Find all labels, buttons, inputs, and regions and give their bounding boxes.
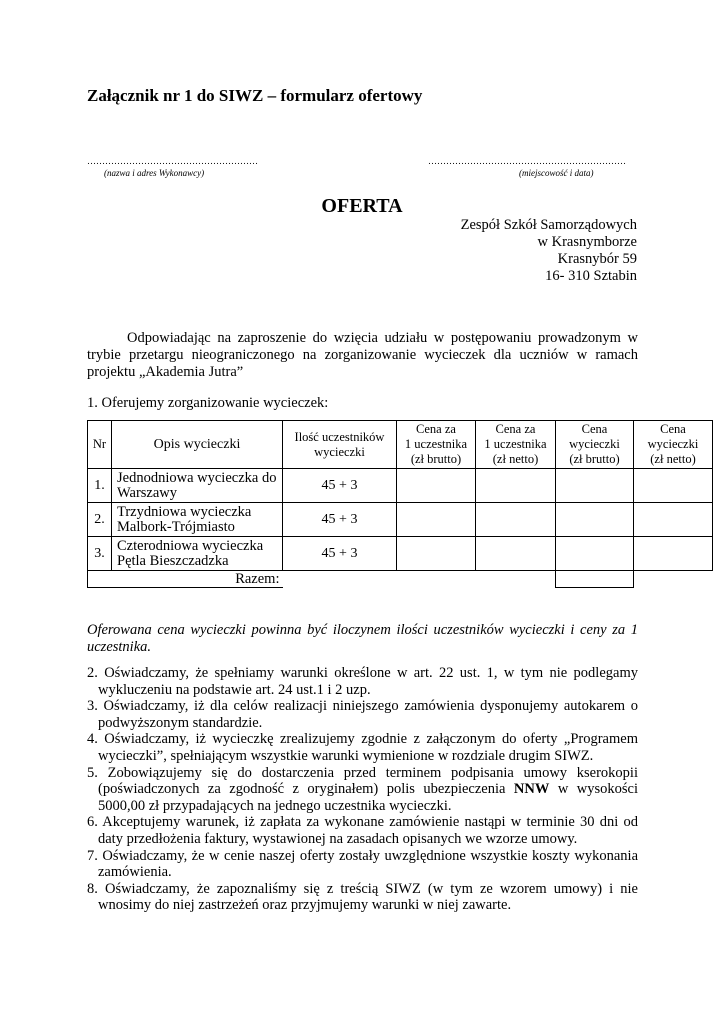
table-row bbox=[88, 537, 713, 571]
recipient-line-1: Zespół Szkół Samorządowych bbox=[460, 217, 637, 233]
row-price-cell[interactable] bbox=[397, 537, 476, 571]
declaration-7: 7. Oświadczamy, że w cenie naszej oferty zostały uwzględnione wszystkie koszty wykonania zamówienia. bbox=[87, 847, 638, 881]
row-price-cell[interactable] bbox=[397, 503, 476, 537]
recipient-line-4: 16- 310 Sztabin bbox=[545, 268, 637, 284]
row-price-cell[interactable] bbox=[476, 503, 556, 537]
nnw-bold: NNW bbox=[513, 781, 550, 798]
row-price-cell[interactable] bbox=[634, 503, 713, 537]
header-price-per-person-net: Cena za 1 uczestnika (zł netto) bbox=[476, 421, 556, 469]
point-1: 1. Oferujemy zorganizowanie wycieczek: bbox=[87, 395, 329, 411]
total-empty bbox=[634, 571, 713, 588]
row-opis: Jednodniowa wycieczka do Warszawy bbox=[112, 469, 283, 503]
table-row bbox=[88, 469, 713, 503]
table-row bbox=[88, 503, 713, 537]
total-empty-nr bbox=[88, 571, 112, 588]
row-price-cell[interactable] bbox=[556, 469, 634, 503]
row-price-cell[interactable] bbox=[634, 537, 713, 571]
row-nr: 2. bbox=[88, 503, 112, 537]
total-label: Razem: bbox=[112, 571, 283, 588]
declaration-4: 4. Oświadczamy, iż wycieczkę zrealizujemy zgodnie z załączonym do oferty „Programem wycieczki”, spełniającym wszystkie warunki wymienione w rozdziale drugim SIWZ. bbox=[87, 731, 638, 764]
row-nr: 3. bbox=[88, 537, 112, 571]
declaration-6: 6. Akceptujemy warunek, iż zapłata za wykonane zamówienie nastąpi w terminie 30 dni od daty przedłożenia faktury, wystawionej na zasadach opisanych we wzorze umowy. bbox=[87, 814, 638, 847]
header-price-per-person-gross: Cena za 1 uczestnika (zł brutto) bbox=[397, 421, 476, 469]
total-empty bbox=[397, 571, 476, 588]
declaration-8: 8. Oświadczamy, że zapoznaliśmy się z treścią SIWZ (w tym ze wzorem umowy) i nie wnosimy do niej zastrzeżeń oraz przyjmujemy warunki w niej zawarte. bbox=[87, 880, 638, 914]
row-price-cell[interactable] bbox=[556, 537, 634, 571]
place-date-line: ………………………………………………………… bbox=[428, 156, 626, 166]
total-gross-cell[interactable] bbox=[556, 571, 634, 588]
header-trip-price-net: Cena wycieczki (zł netto) bbox=[634, 421, 713, 469]
declaration-2: 2. Oświadczamy, że spełniamy warunki określone w art. 22 ust. 1, w tym nie podlegamy wykluczeniu na podstawie art. 24 ust.1 i 2 uzp. bbox=[87, 665, 638, 698]
row-opis: Czterodniowa wycieczka Pętla Bieszczadzka bbox=[112, 537, 283, 571]
declarations-list bbox=[87, 665, 638, 914]
row-opis: Trzydniowa wycieczka Malbork-Trójmiasto bbox=[112, 503, 283, 537]
document-heading: Załącznik nr 1 do SIWZ – formularz ofertowy bbox=[87, 86, 423, 105]
row-price-cell[interactable] bbox=[476, 469, 556, 503]
recipient-address bbox=[461, 217, 637, 285]
total-row bbox=[88, 571, 713, 588]
row-price-cell[interactable] bbox=[556, 503, 634, 537]
place-date-caption: (miejscowość i data) bbox=[519, 168, 594, 178]
header-ilosc: Ilość uczestników wycieczki bbox=[283, 421, 397, 469]
row-price-cell[interactable] bbox=[634, 469, 713, 503]
header-nr: Nr bbox=[88, 421, 112, 469]
table-header-row bbox=[88, 421, 713, 469]
row-price-cell[interactable] bbox=[397, 469, 476, 503]
offer-title: OFERTA bbox=[321, 195, 403, 217]
header-trip-price-gross: Cena wycieczki (zł brutto) bbox=[556, 421, 634, 469]
total-empty bbox=[283, 571, 397, 588]
declaration-5: 5. Zobowiązujemy się do dostarczenia przed terminem podpisania umowy kserokopii (poświadczonych za zgodność z oryginałem) polis ubezpieczenia NNW w wysokości 5000,00 zł przypadających na jednego uczestnika wycieczki. bbox=[87, 764, 638, 814]
recipient-line-2: w Krasnymborze bbox=[537, 234, 637, 250]
header-opis: Opis wycieczki bbox=[112, 421, 283, 469]
intro-paragraph: Odpowiadając na zaproszenie do wzięcia udziału w postępowaniu prowadzonym w trybie przetargu nieograniczonego na zorganizowanie wycieczek dla uczniów w ramach projektu „Akademia Jutra” bbox=[87, 330, 638, 380]
row-ilosc: 45 + 3 bbox=[283, 469, 397, 503]
offer-table bbox=[87, 420, 713, 588]
recipient-line-3: Krasnybór 59 bbox=[557, 251, 637, 267]
contractor-name-caption: (nazwa i adres Wykonawcy) bbox=[104, 168, 205, 178]
total-empty bbox=[476, 571, 556, 588]
row-nr: 1. bbox=[88, 469, 112, 503]
contractor-name-line: ………………………………………………… bbox=[87, 156, 258, 166]
price-note: Oferowana cena wycieczki powinna być iloczynem ilości uczestników wycieczki i ceny za 1 uczestnika. bbox=[87, 622, 638, 655]
row-price-cell[interactable] bbox=[476, 537, 556, 571]
row-ilosc: 45 + 3 bbox=[283, 537, 397, 571]
row-ilosc: 45 + 3 bbox=[283, 503, 397, 537]
declaration-3: 3. Oświadczamy, iż dla celów realizacji niniejszego zamówienia dysponujemy autokarem o podwyższonym standardzie. bbox=[87, 698, 638, 731]
